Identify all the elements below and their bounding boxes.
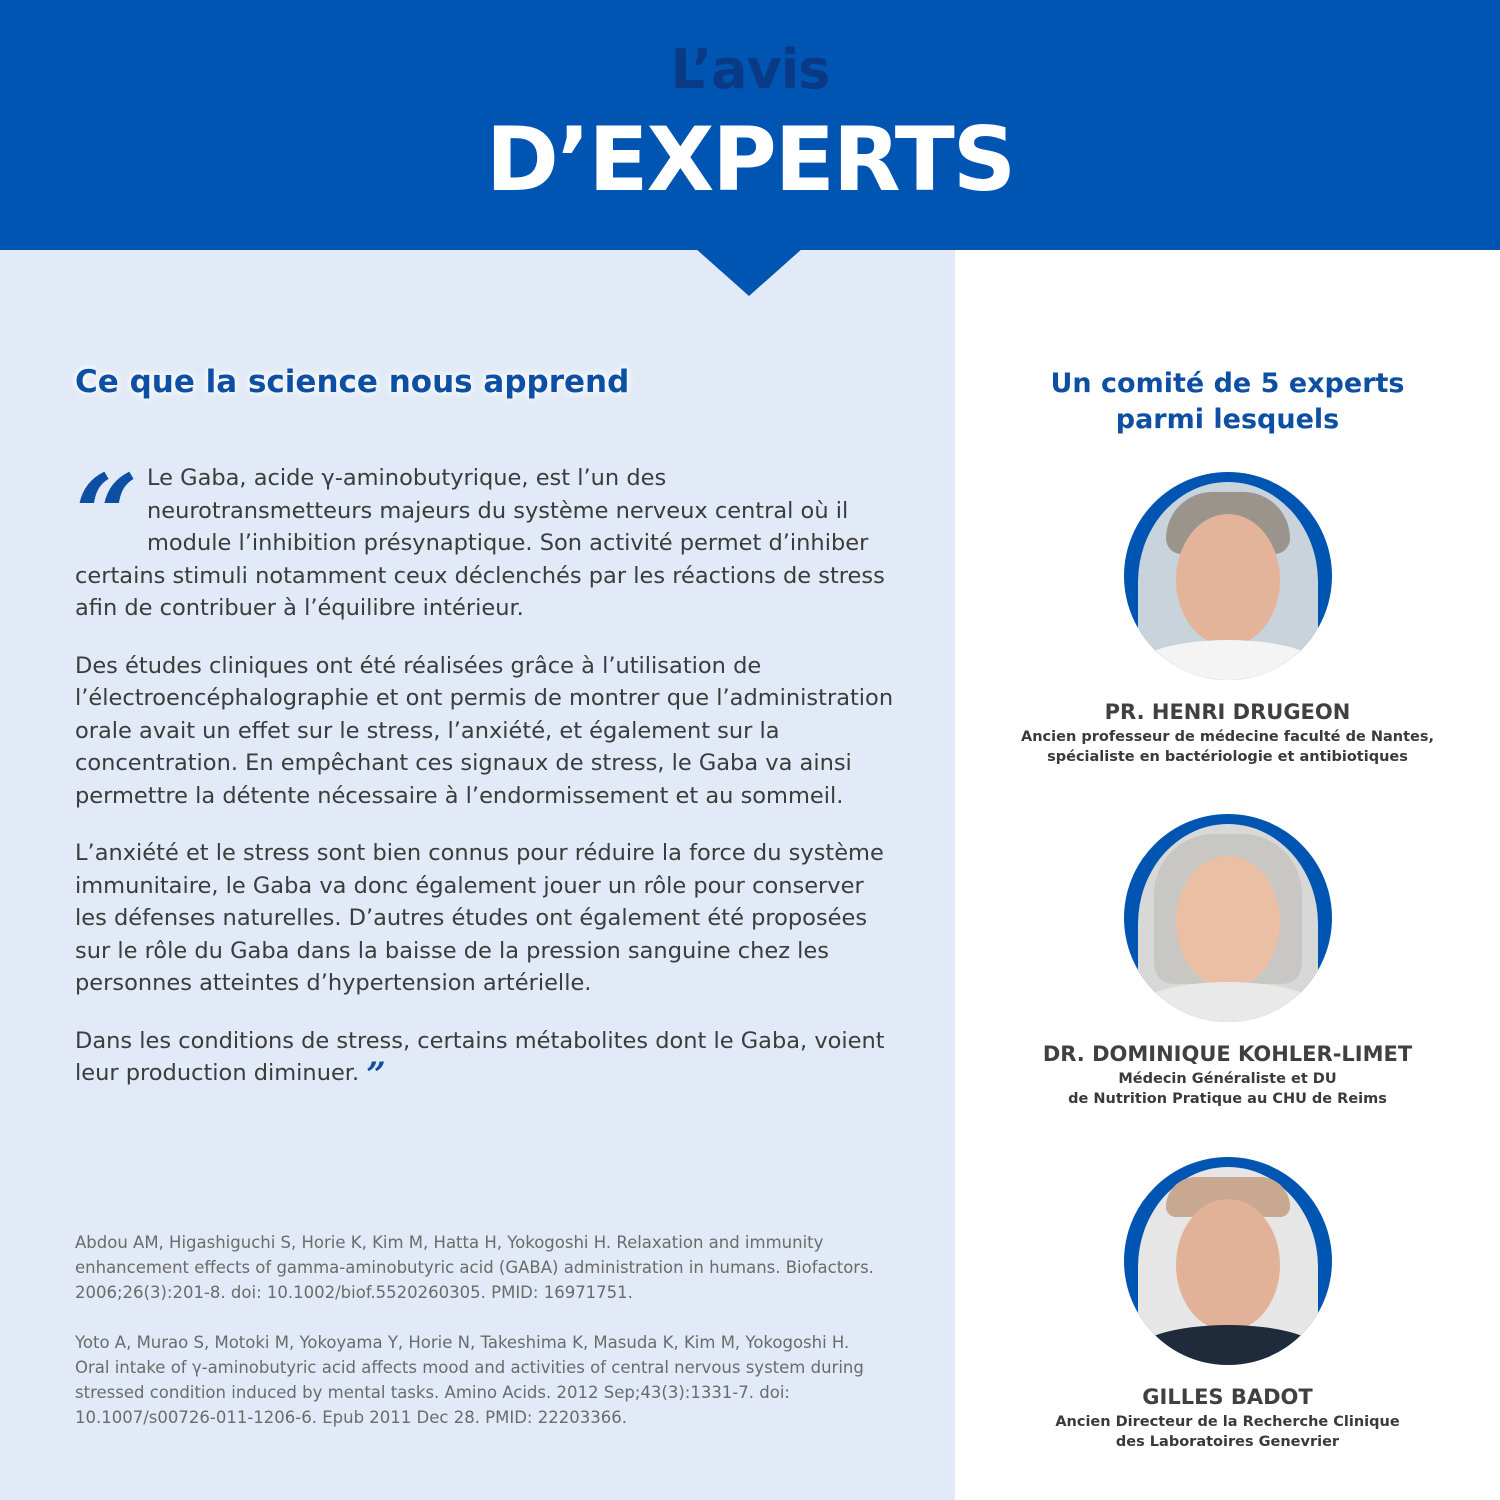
- science-paragraph: “ Le Gaba, acide γ-aminobutyrique, est l’un des neurotransmetteurs majeurs du système nerveux central où il module l’inhibition présynaptique. Son activité permet d’inhiber certains stimuli notamment ceux déclenchés par les réactions de stress afin de contribuer à l’équilibre intérieur.: [75, 450, 885, 621]
- expert-name: PR. HENRI DRUGEON: [1104, 700, 1351, 724]
- science-paragraph: Des études cliniques ont été réalisées grâce à l’utilisation de l’électroencéphalographie et ont permis de montrer que l’administration orale avait un effet sur le stress, l’anxiété, et également sur la concentration. En empêchant ces signaux de stress, le Gaba va ainsi permettre la détente nécessaire à l’endormissement et au sommeil.: [75, 652, 894, 809]
- science-body: [75, 450, 895, 1115]
- header-title: D’EXPERTS: [485, 108, 1015, 211]
- header-banner: [0, 0, 1500, 250]
- down-pointer-icon: [695, 248, 803, 296]
- science-paragraph: Dans les conditions de stress, certains métabolites dont le Gaba, voient leur production diminuer. ”: [75, 1027, 885, 1095]
- expert-description: Ancien Directeur de la Recherche Clinique des Laboratoires Genevrier: [1055, 1414, 1400, 1450]
- expert-card: [965, 472, 1490, 767]
- expert-name: GILLES BADOT: [1142, 1385, 1313, 1409]
- avatar: [1124, 814, 1332, 1022]
- references: [75, 1230, 875, 1455]
- reference-item: Yoto A, Murao S, Motoki M, Yokoyama Y, Horie N, Takeshima K, Masuda K, Kim M, Yokogoshi H. Oral intake of γ-aminobutyric acid affects mood and activities of central nervous system during stressed condition induced by mental tasks. Amino Acids. 2012 Sep;43(3):1331-7. doi: 10.1007/s00726-011-1206-6. Epub 2011 Dec 28. PMID: 22203366.: [75, 1333, 864, 1427]
- science-heading: Ce que la science nous apprend: [75, 364, 630, 400]
- expert-card: [965, 1157, 1490, 1452]
- reference-item: Abdou AM, Higashiguchi S, Horie K, Kim M, Hatta H, Yokogoshi H. Relaxation and immunity enhancement effects of gamma-aminobutyric acid (GABA) administration in humans. Biofactors. 2006;26(3):201-8. doi: 10.1002/biof.5520260305. PMID: 16971751.: [75, 1233, 874, 1302]
- avatar: [1124, 472, 1332, 680]
- expert-description: Ancien professeur de médecine faculté de Nantes, spécialiste en bactériologie et antibiotiques: [1021, 729, 1434, 765]
- committee-heading: Un comité de 5 experts parmi lesquels: [1050, 368, 1405, 435]
- expert-card: [965, 814, 1490, 1109]
- avatar: [1124, 1157, 1332, 1365]
- science-paragraph: L’anxiété et le stress sont bien connus pour réduire la force du système immunitaire, le Gaba va donc également jouer un rôle pour conserver les défenses naturelles. D’autres études ont également été proposées sur le rôle du Gaba dans la baisse de la pression sanguine chez les personnes atteintes d’hypertension artérielle.: [75, 840, 884, 996]
- header-subtitle: L’avis: [670, 38, 830, 101]
- quote-close-icon: ”: [366, 1055, 386, 1095]
- quote-open-icon: “: [75, 450, 139, 579]
- expert-description: Médecin Généraliste et DU de Nutrition Pratique au CHU de Reims: [1068, 1071, 1387, 1107]
- expert-name: DR. DOMINIQUE KOHLER-LIMET: [1042, 1042, 1413, 1066]
